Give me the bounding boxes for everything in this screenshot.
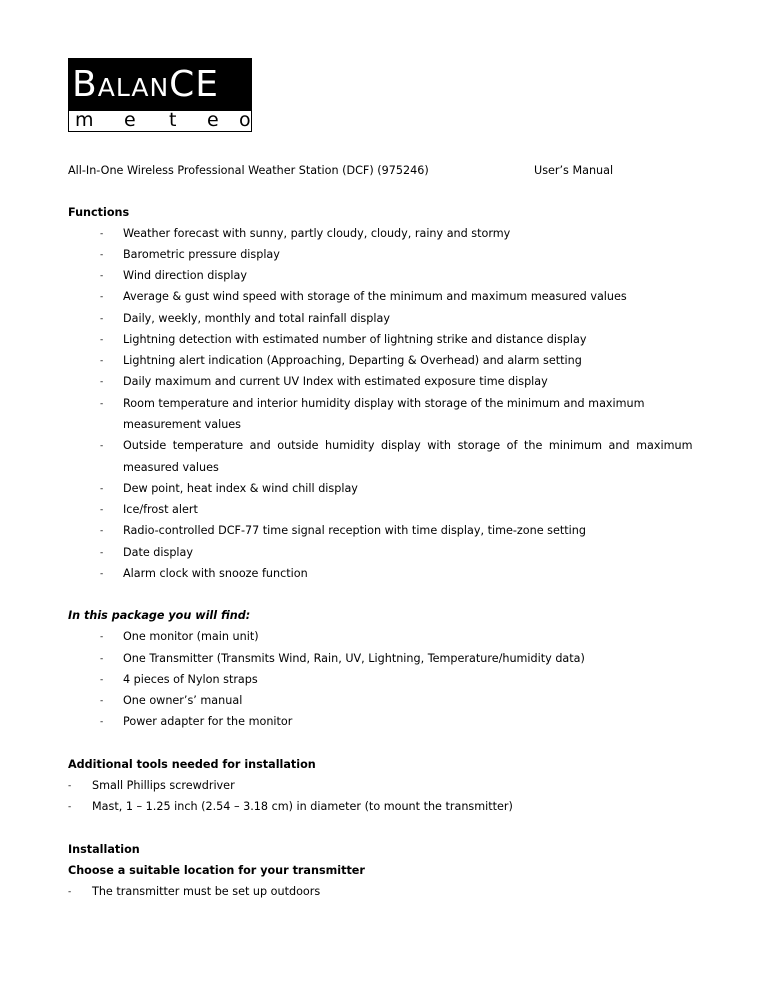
list-bullet: - — [100, 441, 104, 451]
list-item: Average & gust wind speed with storage of the minimum and maximum measured values — [123, 290, 627, 303]
list-bullet: - — [100, 377, 104, 387]
list-bullet: - — [68, 781, 72, 791]
installation-heading: Installation — [68, 843, 140, 856]
list-bullet: - — [100, 250, 104, 260]
list-bullet: - — [100, 675, 104, 685]
list-bullet: - — [100, 696, 104, 706]
list-item: Alarm clock with snooze function — [123, 567, 308, 580]
list-item: Wind direction display — [123, 269, 247, 282]
list-bullet: - — [100, 526, 104, 536]
functions-heading: Functions — [68, 206, 130, 219]
list-bullet: - — [100, 717, 104, 727]
list-item: Barometric pressure display — [123, 248, 280, 261]
list-item: Ice/frost alert — [123, 503, 198, 516]
list-item: One Transmitter (Transmits Wind, Rain, UV, Lightning, Temperature/humidity data) — [123, 652, 585, 665]
list-item: Lightning alert indication (Approaching, Departing & Overhead) and alarm setting — [123, 354, 582, 367]
package-heading: In this package you will find: — [68, 609, 251, 622]
list-item: Date display — [123, 546, 194, 559]
list-item: 4 pieces of Nylon straps — [123, 673, 258, 686]
list-item-continuation: measurement values — [123, 418, 241, 431]
list-item: Lightning detection with estimated number of lightning strike and distance display — [123, 333, 587, 346]
brand-logo — [68, 58, 252, 132]
list-item: Power adapter for the monitor — [123, 715, 293, 728]
list-bullet: - — [100, 292, 104, 302]
list-item: One owner’s’ manual — [123, 694, 243, 707]
list-item: Daily maximum and current UV Index with estimated exposure time display — [123, 375, 548, 388]
list-bullet: - — [100, 569, 104, 579]
logo-subtitle: m e t e o — [68, 110, 252, 132]
list-item: Small Phillips screwdriver — [92, 779, 235, 792]
list-bullet: - — [100, 399, 104, 409]
list-bullet: - — [100, 335, 104, 345]
list-bullet: - — [100, 548, 104, 558]
list-item: Daily, weekly, monthly and total rainfall display — [123, 312, 390, 325]
list-item: Weather forecast with sunny, partly cloudy, cloudy, rainy and stormy — [123, 227, 511, 240]
document-type: User’s Manual — [534, 164, 614, 177]
list-bullet: - — [100, 229, 104, 239]
list-bullet: - — [100, 314, 104, 324]
list-item: Outside temperature and outside humidity display with storage of the minimum and maximum — [123, 439, 693, 452]
list-bullet: - — [100, 632, 104, 642]
list-bullet: - — [68, 802, 72, 812]
list-item: One monitor (main unit) — [123, 630, 259, 643]
list-bullet: - — [100, 654, 104, 664]
tools-heading: Additional tools needed for installation — [68, 758, 316, 771]
list-bullet: - — [100, 271, 104, 281]
list-item: The transmitter must be set up outdoors — [92, 885, 321, 898]
document-title: All-In-One Wireless Professional Weather Station (DCF) (975246) — [68, 164, 429, 177]
list-bullet: - — [100, 505, 104, 515]
logo-wordmark: BALANCE — [68, 58, 252, 110]
list-bullet: - — [100, 356, 104, 366]
list-item-continuation: measured values — [123, 461, 219, 474]
list-bullet: - — [68, 887, 72, 897]
list-bullet: - — [100, 484, 104, 494]
list-item: Dew point, heat index & wind chill display — [123, 482, 358, 495]
installation-subheading: Choose a suitable location for your transmitter — [68, 864, 365, 877]
list-item: Mast, 1 – 1.25 inch (2.54 – 3.18 cm) in diameter (to mount the transmitter) — [92, 800, 513, 813]
list-item: Room temperature and interior humidity display with storage of the minimum and maximum — [123, 397, 645, 410]
list-item: Radio-controlled DCF-77 time signal reception with time display, time-zone setting — [123, 524, 586, 537]
